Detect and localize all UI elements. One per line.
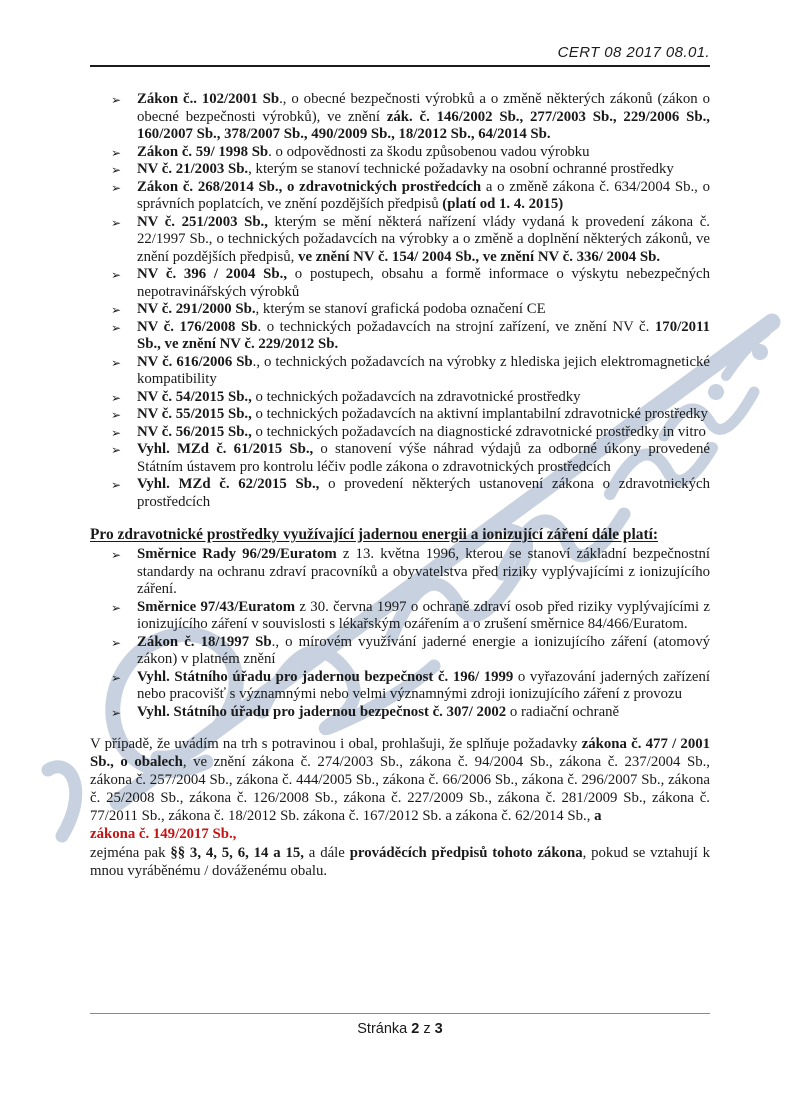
text-run: V případě, že uvádím na trh s potravinou i obal, prohlašuji, že splňuje požadavky <box>90 736 582 752</box>
footer-separator: z <box>423 1021 431 1037</box>
regulation-list-item <box>90 91 710 144</box>
regulation-list-item <box>90 634 710 669</box>
text-run: a <box>594 808 602 825</box>
arrow-bullet-icon: ➢ <box>111 390 122 405</box>
regulation-text <box>137 424 706 440</box>
nuclear-regulations-list <box>90 546 710 721</box>
text-run: NV č. 176/2008 Sb <box>137 318 258 335</box>
text-run: , pokud se vztahují k mnou vyráběnému / dováženému obalu. <box>90 844 710 879</box>
document-code: CERT 08 2017 08.01. <box>557 44 710 61</box>
regulation-text <box>137 266 710 300</box>
regulation-text <box>137 161 674 177</box>
text-run: a dále <box>303 844 350 861</box>
text-run: kterým se mění některá nařízení vlády vydaná k provedení zákona č. 22/1997 Sb., o technických požadavcích na výrobky a o změně a doplnění některých zákonů, ve znění pozdějších předpisů, <box>137 213 710 265</box>
regulation-text <box>137 91 710 142</box>
regulation-list-item <box>90 599 710 634</box>
text-run: . o technických požadavcích na strojní zařízení, ve znění NV č. <box>257 318 655 335</box>
text-run: Zákon č. 59/ 1998 Sb <box>137 143 269 160</box>
text-run: prováděcích předpisů tohoto zákona <box>349 844 583 861</box>
text-run: NV č. 21/2003 Sb. <box>137 161 249 177</box>
regulation-text <box>137 214 710 265</box>
regulation-text <box>137 144 590 160</box>
text-run: ., o mírovém využívání jaderné energie a ionizujícího záření (atomový zákon) v platném znění <box>137 633 710 667</box>
text-run: o provedení některých ustanovení zákona o zdravotnických prostředcích <box>137 476 710 510</box>
text-run: ., o obecné bezpečnosti výrobků a o změně některých zákonů (zákon o obecné bezpečnosti výrobků), ve znění <box>137 91 710 125</box>
regulation-list-item <box>90 546 710 599</box>
regulation-list-item <box>90 389 710 407</box>
text-run: a o změně zákona č. 634/2004 Sb., o správních poplatcích, ve znění pozdějších předpisů <box>137 178 710 212</box>
regulation-list-item <box>90 476 710 511</box>
arrow-bullet-icon: ➢ <box>111 670 122 685</box>
text-run: , kterým se stanoví technické požadavky na osobní ochranné prostředky <box>248 161 674 177</box>
regulation-text <box>137 599 710 633</box>
text-run: Zákon č. 18/1997 Sb <box>137 633 272 650</box>
text-run: NV č. 291/2000 Sb. <box>137 301 256 317</box>
arrow-bullet-icon: ➢ <box>111 163 122 177</box>
footer-total-pages: 3 <box>434 1021 443 1037</box>
regulation-list-item <box>90 704 710 722</box>
text-run: NV č. 396 / 2004 Sb., <box>137 266 288 282</box>
text-run: Zákon č. 268/2014 Sb., o zdravotnických prostředcích <box>137 178 482 195</box>
regulation-list-item <box>90 301 710 319</box>
text-run: zákona č. 477 / 2001 Sb., o obalech <box>90 736 711 771</box>
text-run: NV č. 616/2006 Sb <box>137 353 253 370</box>
arrow-bullet-icon: ➢ <box>111 215 122 230</box>
arrow-bullet-icon: ➢ <box>111 705 122 720</box>
regulation-text <box>137 389 581 405</box>
regulation-list-item <box>90 441 710 476</box>
regulation-text <box>137 634 710 668</box>
regulation-text <box>137 476 710 510</box>
text-run: NV č. 251/2003 Sb., <box>137 213 268 230</box>
footer-page-label: Stránka <box>357 1021 408 1037</box>
regulation-list-item <box>90 669 710 704</box>
text-run: Vyhl. Státního úřadu pro jadernou bezpečnost č. 307/ 2002 <box>137 703 507 720</box>
arrow-bullet-icon: ➢ <box>111 408 122 422</box>
text-run: zákona č. 149/2017 Sb., <box>90 826 237 843</box>
text-run: NV č. 56/2015 Sb., <box>137 423 252 440</box>
arrow-bullet-icon: ➢ <box>111 180 122 195</box>
text-run: z 30. června 1997 o ochraně zdraví osob před riziky vyplývajícími z ionizujícího záření v souvislosti s lékařským ozářením a o zrušení směrnice 84/466/Euratom. <box>137 598 710 632</box>
product-regulations-list <box>90 91 710 511</box>
regulation-text <box>137 179 710 213</box>
regulation-list-item <box>90 266 710 301</box>
packaging-declaration-main <box>90 735 710 825</box>
arrow-bullet-icon: ➢ <box>111 320 122 335</box>
regulation-text <box>137 441 710 475</box>
footer-page-number: 2 <box>411 1021 420 1037</box>
text-run: zejména pak <box>90 844 171 861</box>
regulation-list-item <box>90 354 710 389</box>
text-run: o radiační ochraně <box>506 703 620 720</box>
arrow-bullet-icon: ➢ <box>111 635 122 650</box>
text-run: o technických požadavcích na diagnostické zdravotnické prostředky in vitro <box>251 423 706 440</box>
text-run: NV č. 54/2015 Sb., <box>137 388 252 405</box>
regulation-list-item <box>90 319 710 354</box>
arrow-bullet-icon: ➢ <box>111 268 122 282</box>
text-run: NV č. 55/2015 Sb., <box>137 406 252 422</box>
regulation-list-item <box>90 144 710 162</box>
page-footer <box>90 1013 710 1037</box>
text-run: Vyhl. MZd č. 61/2015 Sb., <box>137 441 314 457</box>
text-run: Směrnice 97/43/Euratom <box>137 598 296 615</box>
regulation-text <box>137 319 710 353</box>
text-run: ., o technických požadavcích na výrobky z hlediska jejich elektromagnetické kompatibility <box>137 353 711 387</box>
regulation-text <box>137 546 710 597</box>
text-run: o technických požadavcích na aktivní implantabilní zdravotnické prostředky <box>251 406 708 422</box>
arrow-bullet-icon: ➢ <box>111 93 122 107</box>
text-run: Vyhl. MZd č. 62/2015 Sb., <box>137 476 320 492</box>
arrow-bullet-icon: ➢ <box>111 303 122 317</box>
regulation-list-item <box>90 161 710 179</box>
regulation-text <box>137 354 710 388</box>
text-run: o stanovení výše náhrad výdajů za odborné úkony provedené Státním ústavem pro kontrolu léčiv podle zákona o zdravotnických prostředcích <box>137 441 710 475</box>
text-run: , kterým se stanoví grafická podoba označení CE <box>255 301 546 317</box>
regulation-text <box>137 704 619 720</box>
arrow-bullet-icon: ➢ <box>111 145 122 160</box>
text-run: ve znění NV č. 154/ 2004 Sb., ve znění NV č. 336/ 2004 Sb. <box>298 248 661 265</box>
text-run: o technických požadavcích na zdravotnické prostředky <box>251 388 581 405</box>
arrow-bullet-icon: ➢ <box>111 443 122 457</box>
text-run: 170/2011 Sb., ve znění NV č. 229/2012 Sb. <box>137 318 710 352</box>
regulation-list-item <box>90 179 710 214</box>
text-run: (platí od 1. 4. 2015) <box>442 196 564 212</box>
text-run: o vyřazování jaderných zařízení nebo pracovišť s významnými nebo velmi významnými zdroji ionizujícího záření z provozu <box>137 668 710 702</box>
regulation-list-item <box>90 424 710 442</box>
text-run: o postupech, obsahu a formě informace o výskytu nebezpečných nepotravinářských výrobků <box>137 266 710 300</box>
header-rule <box>90 65 710 67</box>
text-run: z 13. května 1996, kterou se stanoví základní bezpečnostní standardy na ochranu zdraví pracovníků a obyvatelstva před riziky vyplývajícími z ionizujícího záření. <box>137 546 711 597</box>
text-run: , ve znění zákona č. 274/2003 Sb., zákona č. 94/2004 Sb., zákona č. 237/2004 Sb., zákona č. 257/2004 Sb., zákona č. 444/2005 Sb., zákona č. 66/2006 Sb., zákona č. 296/2007 Sb., zákona č. 25/2008 Sb., zákona č. 126/2008 Sb., zákona č. 227/2009 Sb., zákona č. 281/2009 Sb., zákona č. 77/2011 Sb., zákona č. 18/2012 Sb. zákona č. 167/2012 Sb. a zákona č. 62/2014 Sb., <box>90 754 711 825</box>
packaging-declaration-red-law <box>90 825 710 843</box>
regulation-list-item <box>90 214 710 267</box>
regulation-text <box>137 406 708 422</box>
arrow-bullet-icon: ➢ <box>111 600 122 615</box>
packaging-declaration-closing <box>90 844 710 880</box>
text-run: Zákon č.. 102/2001 Sb <box>137 91 280 107</box>
nuclear-section-heading: Pro zdravotnické prostředky využívající jadernou energii a ionizující záření dále platí: <box>90 526 658 543</box>
arrow-bullet-icon: ➢ <box>111 548 122 562</box>
arrow-bullet-icon: ➢ <box>111 355 122 370</box>
text-run: §§ 3, 4, 5, 6, 14 a 15, <box>170 844 304 861</box>
regulation-list-item <box>90 406 710 424</box>
packaging-declaration <box>90 735 710 880</box>
text-run: . o odpovědnosti za škodu způsobenou vadou výrobku <box>268 143 590 160</box>
text-run: zák. č. 146/2002 Sb., 277/2003 Sb., 229/2006 Sb., 160/2007 Sb., 378/2007 Sb., 490/2009 Sb., 18/2012 Sb., 64/2014 Sb. <box>137 108 710 142</box>
arrow-bullet-icon: ➢ <box>111 425 122 440</box>
text-run: Vyhl. Státního úřadu pro jadernou bezpečnost č. 196/ 1999 <box>137 668 514 685</box>
arrow-bullet-icon: ➢ <box>111 478 122 492</box>
text-run: Směrnice Rady 96/29/Euratom <box>137 546 337 562</box>
regulation-text <box>137 301 546 317</box>
regulation-text <box>137 669 710 703</box>
